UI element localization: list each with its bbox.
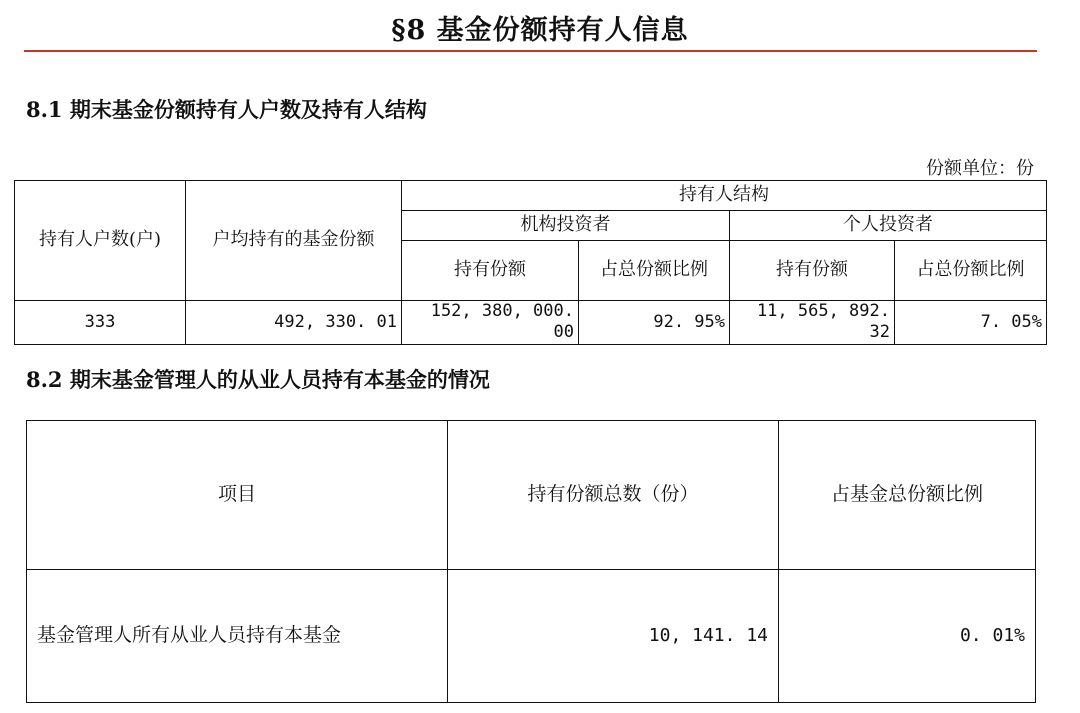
header-ratio: 占基金总份额比例 — [779, 421, 1036, 570]
header-ind-holding: 持有份额 — [730, 241, 895, 301]
header-item: 项目 — [27, 421, 448, 570]
header-holder-count: 持有人户数(户) — [15, 181, 186, 301]
cell-item: 基金管理人所有从业人员持有本基金 — [27, 570, 448, 703]
holder-structure-table — [14, 180, 1047, 345]
header-institutional: 机构投资者 — [402, 211, 730, 241]
cell-holder-count: 333 — [15, 301, 186, 345]
cell-ind-holding: 11, 565, 892. 32 — [730, 301, 895, 345]
header-individual: 个人投资者 — [730, 211, 1047, 241]
header-total-holding: 持有份额总数（份） — [448, 421, 779, 570]
header-avg-holding: 户均持有的基金份额 — [186, 181, 402, 301]
cell-total-holding: 10, 141. 14 — [448, 570, 779, 703]
cell-ind-ratio: 7. 05% — [895, 301, 1047, 345]
title-divider — [24, 50, 1037, 52]
table-header-row — [15, 181, 1047, 211]
header-ind-ratio: 占总份额比例 — [895, 241, 1047, 301]
table-header-row — [27, 421, 1036, 570]
page-title: §8 基金份额持有人信息 — [391, 15, 689, 46]
cell-avg-holding: 492, 330. 01 — [186, 301, 402, 345]
cell-inst-ratio: 92. 95% — [579, 301, 730, 345]
section-8-1-heading: 8.1 期末基金份额持有人户数及持有人结构 — [26, 97, 427, 122]
staff-holding-table — [26, 420, 1036, 703]
header-inst-ratio: 占总份额比例 — [579, 241, 730, 301]
cell-inst-holding: 152, 380, 000. 00 — [402, 301, 579, 345]
table-row — [27, 570, 1036, 703]
cell-ratio: 0. 01% — [779, 570, 1036, 703]
section-8-2-heading: 8.2 期末基金管理人的从业人员持有本基金的情况 — [26, 367, 490, 392]
unit-label: 份额单位：份 — [926, 158, 1034, 179]
table-row — [15, 301, 1047, 345]
header-holder-structure: 持有人结构 — [402, 181, 1047, 211]
header-inst-holding: 持有份额 — [402, 241, 579, 301]
